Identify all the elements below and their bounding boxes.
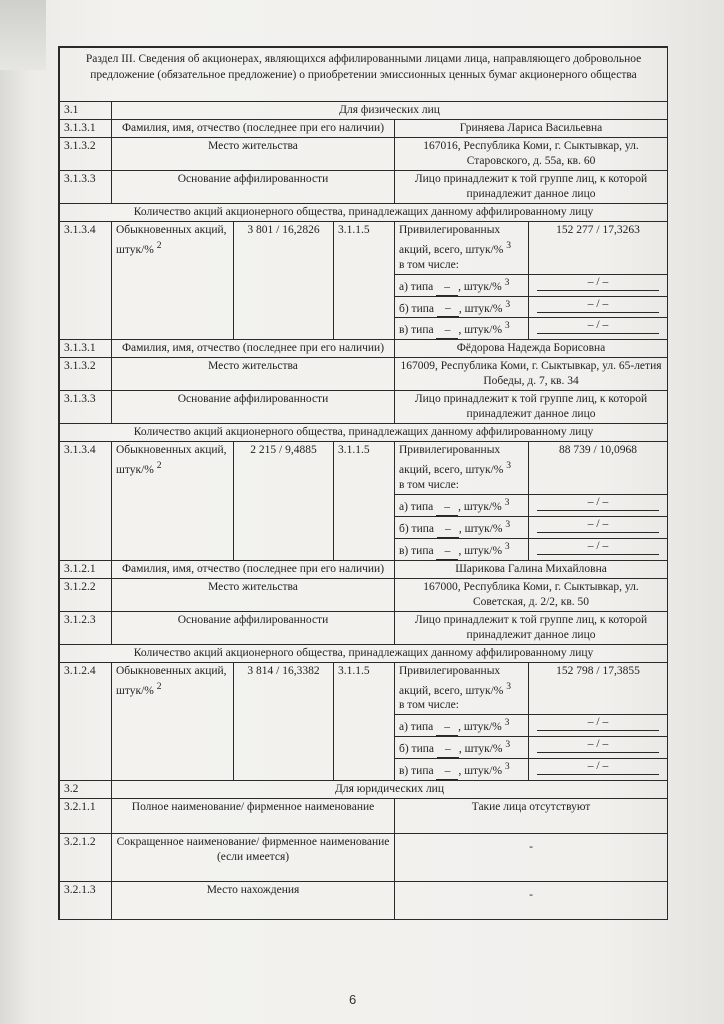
preferred-type-b-value: – / – [529,737,668,759]
row-number: 3.1.3.2 [60,138,112,171]
row-number: 3.1.3.2 [60,358,112,391]
row-number: 3.1.1.5 [334,442,395,560]
field-label: Место нахождения [112,881,395,919]
preferred-type-a-label: а) типа – , штук/% $^3$ [395,274,529,296]
field-label: Место жительства [112,138,395,171]
preferred-type-v-label: в) типа – , штук/% $^3$ [395,759,529,781]
field-label: Основание аффилированности [112,171,395,204]
field-label: Фамилия, имя, отчество (последнее при его наличии) [112,120,395,138]
person-basis-row [60,391,668,424]
ordinary-value: 3 814 / 16,3382 [234,662,334,780]
row-number: 3.1.3.4 [60,222,112,340]
preferred-type-b-label: б) типа – , штук/% $^3$ [395,737,529,759]
preferred-type-a-label: а) типа – , штук/% $^3$ [395,495,529,517]
ordinary-label: Обыкновенных акций, штук/% $^2$ [112,222,234,340]
preferred-type-v-label: в) типа – , штук/% $^3$ [395,318,529,340]
row-number: 3.1.3.3 [60,391,112,424]
preferred-type-v-value: – / – [529,759,668,781]
affiliation-basis: Лицо принадлежит к той группе лиц, к которой принадлежит данное лицо [395,171,668,204]
field-label: Фамилия, имя, отчество (последнее при его наличии) [112,560,395,578]
field-value: - [395,881,668,919]
preferred-value: 152 798 / 17,3855 [529,662,668,715]
ordinary-label: Обыкновенных акций, штук/% $^2$ [112,662,234,780]
preferred-type-a-value: – / – [529,495,668,517]
preferred-value: 88 739 / 10,0968 [529,442,668,495]
affiliation-basis: Лицо принадлежит к той группе лиц, к которой принадлежит данное лицо [395,391,668,424]
preferred-type-v-label: в) типа – , штук/% $^3$ [395,538,529,560]
quantity-header: Количество акций акционерного общества, принадлежащих данному аффилированному лицу [60,424,668,442]
person-name-row [60,560,668,578]
person-address: 167016, Республика Коми, г. Сыктывкар, ул. Старовского, д. 55а, кв. 60 [395,138,668,171]
row-number: 3.1.2.1 [60,560,112,578]
document-table-frame [58,46,668,920]
section-title: Для юридических лиц [112,780,668,798]
preferred-type-v-value: – / – [529,318,668,340]
field-value: Такие лица отсутствуют [395,798,668,833]
person-address: 167009, Республика Коми, г. Сыктывкар, ул. 65-летия Победы, д. 7, кв. 34 [395,358,668,391]
preferred-type-a-value: – / – [529,274,668,296]
affiliates-table [59,47,668,920]
person-address-row [60,138,668,171]
row-number: 3.1.3.3 [60,171,112,204]
ordinary-value: 2 215 / 9,4885 [234,442,334,560]
person-basis-row [60,611,668,644]
person-basis-row [60,171,668,204]
field-value: - [395,833,668,881]
row-number: 3.1.3.1 [60,120,112,138]
row-number: 3.1.2.2 [60,578,112,611]
preferred-value: 152 277 / 17,3263 [529,222,668,275]
row-number: 3.1.2.3 [60,611,112,644]
field-label: Полное наименование/ фирменное наименование [112,798,395,833]
ordinary-label: Обыкновенных акций, штук/% $^2$ [112,442,234,560]
previous-page-edge [0,0,46,70]
shares-row [60,662,668,715]
person-address-row [60,358,668,391]
field-label: Фамилия, имя, отчество (последнее при его наличии) [112,340,395,358]
preferred-type-b-value: – / – [529,516,668,538]
preferred-label: Привилегированных акций, всего, штук/% $^3$ в том числе: [395,662,529,715]
person-name-row [60,340,668,358]
preferred-type-a-value: – / – [529,715,668,737]
field-label: Основание аффилированности [112,611,395,644]
quantity-header: Количество акций акционерного общества, принадлежащих данному аффилированному лицу [60,644,668,662]
shares-row [60,222,668,275]
row-number: 3.2.1.3 [60,881,112,919]
row-number: 3.1.3.1 [60,340,112,358]
field-label: Место жительства [112,358,395,391]
row-number: 3.1.1.5 [334,222,395,340]
row-number: 3.1.3.4 [60,442,112,560]
person-name: Фёдорова Надежда Борисовна [395,340,668,358]
ordinary-value: 3 801 / 16,2826 [234,222,334,340]
row-number: 3.1.2.4 [60,662,112,780]
shares-row [60,442,668,495]
field-label: Основание аффилированности [112,391,395,424]
preferred-type-b-label: б) типа – , штук/% $^3$ [395,296,529,318]
preferred-type-v-value: – / – [529,538,668,560]
affiliation-basis: Лицо принадлежит к той группе лиц, к которой принадлежит данное лицо [395,611,668,644]
preferred-label: Привилегированных акций, всего, штук/% $^3$ в том числе: [395,222,529,275]
preferred-label: Привилегированных акций, всего, штук/% $^3$ в том числе: [395,442,529,495]
section-number: 3.2 [60,780,112,798]
person-name: Шарикова Галина Михайловна [395,560,668,578]
person-address: 167000, Республика Коми, г. Сыктывкар, ул. Советская, д. 2/2, кв. 50 [395,578,668,611]
preferred-type-b-value: – / – [529,296,668,318]
row-number: 3.2.1.2 [60,833,112,881]
field-label: Место жительства [112,578,395,611]
preferred-type-a-label: а) типа – , штук/% $^3$ [395,715,529,737]
preferred-type-b-label: б) типа – , штук/% $^3$ [395,516,529,538]
field-label: Сокращенное наименование/ фирменное наименование (если имеется) [112,833,395,881]
row-number: 3.2.1.1 [60,798,112,833]
section-header: Раздел III. Сведения об акционерах, являющихся аффилированными лицами лица, направляющего добровольное предложение (обязательное предложение) о приобретении эмиссионных ценных бумаг акционерного общества [60,48,668,102]
person-name-row [60,120,668,138]
person-name: Гриняева Лариса Васильевна [395,120,668,138]
row-number: 3.1.1.5 [334,662,395,780]
section-number: 3.1 [60,102,112,120]
section-title: Для физических лиц [112,102,668,120]
quantity-header: Количество акций акционерного общества, принадлежащих данному аффилированному лицу [60,204,668,222]
person-address-row [60,578,668,611]
page-number: 6 [349,992,357,1007]
